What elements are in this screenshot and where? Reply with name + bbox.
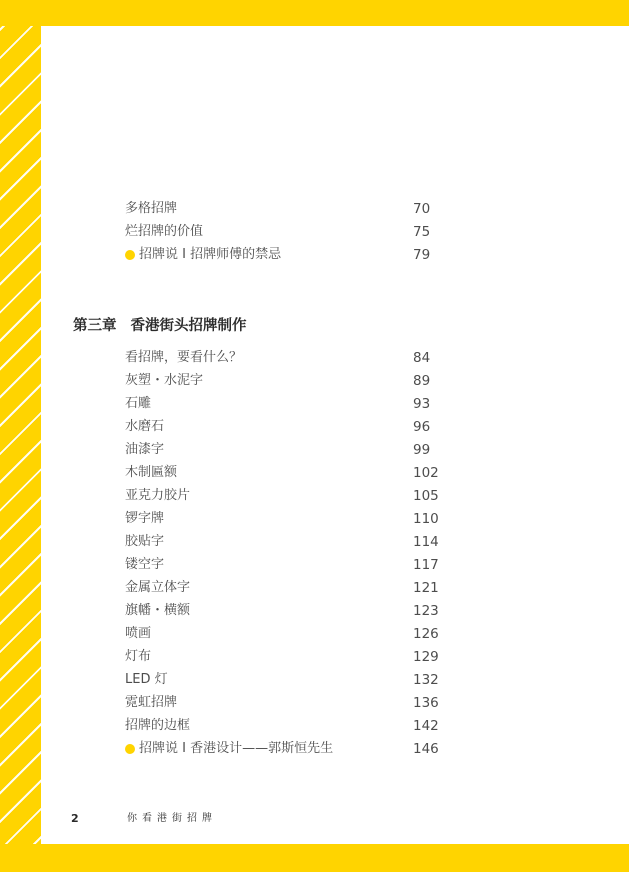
chapter-number: 第三章 bbox=[73, 317, 117, 334]
toc-entry-title: 胶贴字 bbox=[125, 534, 165, 549]
page-sheet bbox=[41, 26, 629, 844]
toc-entry-title: 锣字牌 bbox=[125, 511, 165, 526]
toc-entry bbox=[125, 623, 505, 645]
toc-entry-title: 烂招牌的价值 bbox=[125, 224, 204, 239]
toc-entry-title: LED 灯 bbox=[125, 672, 168, 687]
toc-entry-title: 多格招牌 bbox=[125, 201, 178, 216]
toc-entry bbox=[125, 600, 505, 622]
toc-entry-page: 121 bbox=[413, 580, 439, 596]
top-yellow-band bbox=[0, 0, 629, 26]
toc-entry-title: 金属立体字 bbox=[125, 580, 191, 595]
toc-entry-title: 水磨石 bbox=[125, 419, 165, 434]
toc-entry-title: 油漆字 bbox=[125, 442, 165, 457]
toc-entry bbox=[125, 416, 505, 438]
bullet-dot-icon bbox=[125, 744, 135, 754]
toc-entry bbox=[125, 531, 505, 553]
toc-entry-title: 招牌说 I 招牌师傅的禁忌 bbox=[139, 247, 282, 262]
footer-book-title: 你看港街招牌 bbox=[127, 813, 217, 824]
toc-entry-title: 镂空字 bbox=[125, 557, 165, 572]
toc-entry-page: 114 bbox=[413, 534, 439, 550]
toc-entry-title: 看招牌，要看什么？ bbox=[125, 350, 243, 365]
toc-entry bbox=[125, 669, 505, 691]
toc-entry bbox=[125, 508, 505, 530]
toc-entry-page: 89 bbox=[413, 373, 431, 389]
toc-entry-page: 123 bbox=[413, 603, 439, 619]
toc-entry bbox=[125, 439, 505, 461]
toc-entry-page: 96 bbox=[413, 419, 431, 435]
toc-entry-page: 93 bbox=[413, 396, 431, 412]
chapter-heading bbox=[73, 315, 247, 337]
toc-entry-title: 石雕 bbox=[125, 396, 152, 411]
toc-entry bbox=[125, 393, 505, 415]
toc-entry bbox=[125, 738, 505, 760]
toc-entry bbox=[125, 221, 505, 243]
toc-entry-page: 102 bbox=[413, 465, 439, 481]
toc-entry-page: 117 bbox=[413, 557, 439, 573]
toc-entry-title: 亚克力胶片 bbox=[125, 488, 191, 503]
toc-entry-page: 136 bbox=[413, 695, 439, 711]
toc-entry-page: 70 bbox=[413, 201, 431, 217]
toc-entry-page: 126 bbox=[413, 626, 439, 642]
toc-entry-title: 招牌说 I 香港设计——郭斯恒先生 bbox=[139, 741, 334, 756]
toc-entry bbox=[125, 554, 505, 576]
toc-entry-page: 99 bbox=[413, 442, 431, 458]
bullet-dot-icon bbox=[125, 250, 135, 260]
toc-entry bbox=[125, 485, 505, 507]
toc-entry-page: 84 bbox=[413, 350, 431, 366]
toc-entry-page: 110 bbox=[413, 511, 439, 527]
chapter-title: 香港街头招牌制作 bbox=[130, 317, 247, 334]
toc-entry bbox=[125, 577, 505, 599]
toc-entry bbox=[125, 347, 505, 369]
toc-entry-page: 75 bbox=[413, 224, 431, 240]
toc-entry-page: 146 bbox=[413, 741, 439, 757]
toc-entry bbox=[125, 370, 505, 392]
toc-entry-title: 旗幡・横额 bbox=[125, 603, 191, 618]
toc-entry-title: 招牌的边框 bbox=[125, 718, 191, 733]
toc-entry-page: 142 bbox=[413, 718, 439, 734]
toc-entry-title: 霓虹招牌 bbox=[125, 695, 178, 710]
toc-entry bbox=[125, 715, 505, 737]
toc-entry-page: 105 bbox=[413, 488, 439, 504]
toc-entry-title: 灰塑・水泥字 bbox=[125, 373, 204, 388]
toc-entry-title: 木制匾额 bbox=[125, 465, 178, 480]
toc-entry bbox=[125, 692, 505, 714]
toc-entry bbox=[125, 244, 505, 266]
toc-entry bbox=[125, 198, 505, 220]
toc-entry-title: 喷画 bbox=[125, 626, 152, 641]
toc-entry-title: 灯布 bbox=[125, 649, 152, 664]
toc-entry-page: 132 bbox=[413, 672, 439, 688]
footer-page-number: 2 bbox=[71, 812, 79, 825]
bottom-yellow-band bbox=[0, 844, 629, 872]
toc-entry bbox=[125, 646, 505, 668]
toc-entry bbox=[125, 462, 505, 484]
toc-entry-page: 129 bbox=[413, 649, 439, 665]
toc-entry-page: 79 bbox=[413, 247, 431, 263]
